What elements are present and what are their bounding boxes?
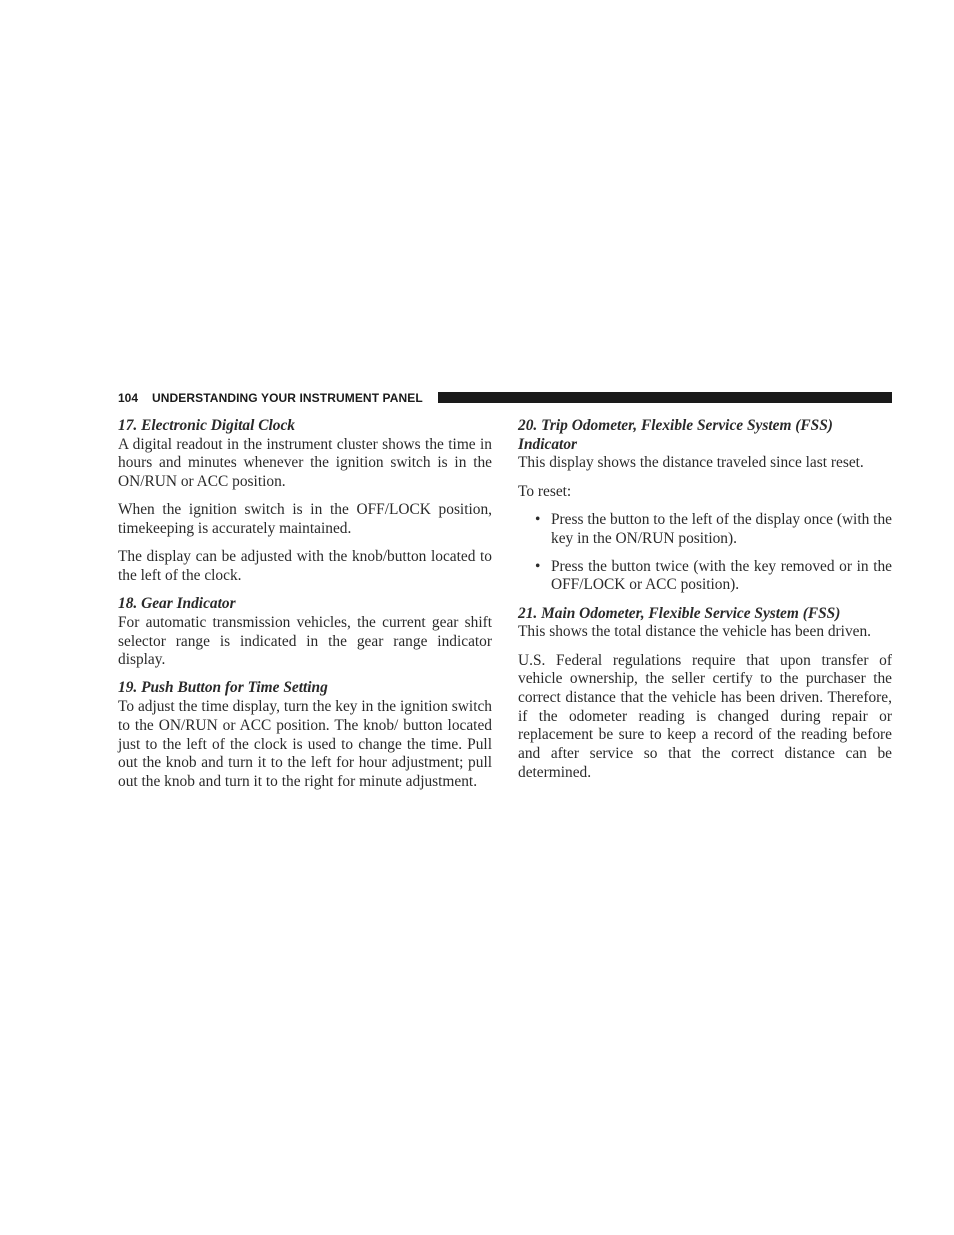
heading-main-odometer: 21. Main Odometer, Flexible Service System (FSS): [518, 604, 841, 622]
paragraph-clock-readout: A digital readout in the instrument cluster shows the time in hours and minutes whenever the ignition switch is in the ON/RUN or ACC position.: [118, 435, 492, 491]
reset-steps-list: [518, 511, 892, 595]
paragraph-gear-indicator: For automatic transmission vehicles, the current gear shift selector range is indicated in the gear range indicator display.: [118, 613, 492, 669]
list-item-text: Press the button twice (with the key removed or in the OFF/LOCK or ACC position).: [551, 557, 892, 594]
right-column: [518, 417, 892, 792]
bullet-icon: •: [535, 557, 541, 575]
bullet-icon: •: [535, 510, 541, 528]
list-item-text: Press the button to the left of the display once (with the key in the ON/RUN position).: [551, 510, 892, 547]
page-number: 104: [118, 391, 139, 405]
list-item: [518, 511, 892, 548]
heading-push-button-time-setting: 19. Push Button for Time Setting: [118, 679, 328, 697]
paragraph-time-setting: To adjust the time display, turn the key in the ignition switch to the ON/RUN or ACC position. The knob/ button located just to the left of the clock is used to change the time. Pull out the knob and turn it to the left for hour adjustment; pull out the knob and turn it to the right for minute adjustment.: [118, 698, 492, 790]
section-title: UNDERSTANDING YOUR INSTRUMENT PANEL: [152, 391, 423, 405]
heading-trip-odometer: [518, 417, 892, 454]
paragraph-federal-regulations: U.S. Federal regulations require that upon transfer of vehicle ownership, the seller certify to the purchaser the correct distance that the vehicle has been driven. Therefore, if the odometer reading is changed during repair or replacement be sure to keep a record of the reading before and after service so that the correct distance can be determined.: [518, 651, 892, 781]
paragraph-clock-timekeeping: When the ignition switch is in the OFF/LOCK position, timekeeping is accurately maintained.: [118, 501, 492, 538]
header-rule-bar: [438, 392, 892, 403]
heading-trip-odometer-line2: Indicator: [518, 435, 578, 453]
heading-electronic-digital-clock: 17. Electronic Digital Clock: [118, 417, 295, 434]
heading-trip-odometer-line1: 20. Trip Odometer, Flexible Service System (FSS): [518, 417, 833, 434]
paragraph-clock-adjust: The display can be adjusted with the knob/button located to the left of the clock.: [118, 548, 492, 584]
paragraph-main-odometer: This shows the total distance the vehicle has been driven.: [518, 623, 872, 641]
left-column: [118, 417, 492, 801]
page-header: [118, 390, 892, 406]
heading-gear-indicator: 18. Gear Indicator: [118, 595, 236, 613]
paragraph-to-reset: To reset:: [518, 482, 572, 500]
list-item: [518, 558, 892, 595]
paragraph-trip-display: This display shows the distance traveled since last reset.: [518, 454, 864, 472]
